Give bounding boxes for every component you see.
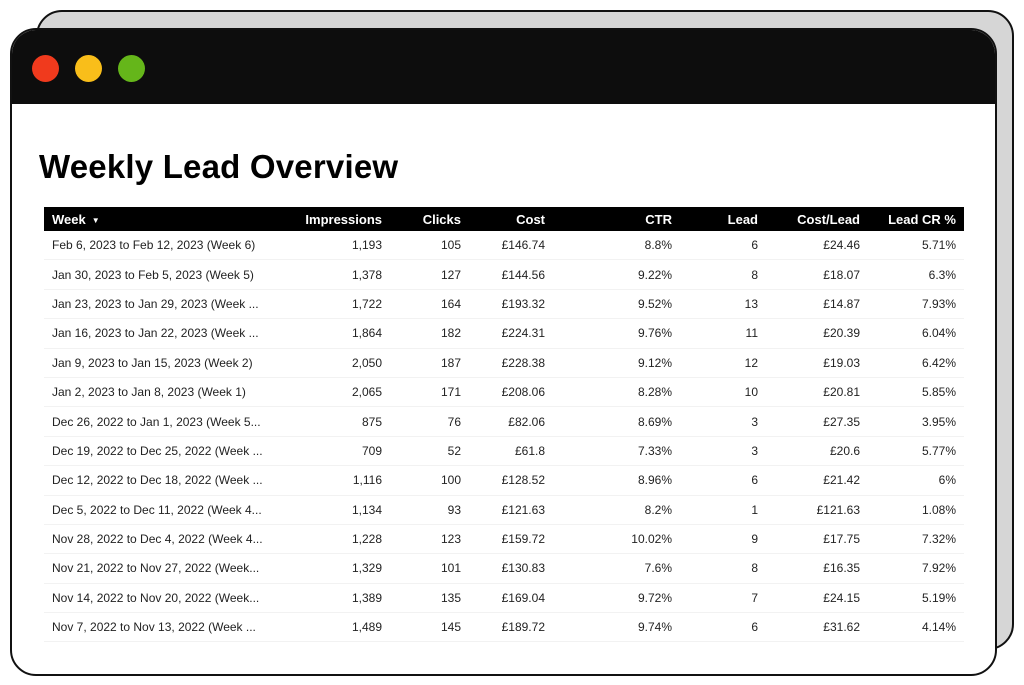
cell-impressions: 1,329 xyxy=(296,554,390,583)
column-header-cost-per-lead[interactable]: Cost/Lead xyxy=(766,207,868,231)
cell-cost: £128.52 xyxy=(469,466,553,495)
cell-cost: £159.72 xyxy=(469,524,553,553)
window-titlebar xyxy=(12,30,995,104)
cell-week: Dec 19, 2022 to Dec 25, 2022 (Week ... xyxy=(44,436,296,465)
cell-week: Feb 6, 2023 to Feb 12, 2023 (Week 6) xyxy=(44,231,296,260)
cell-cost-per-lead: £24.15 xyxy=(766,583,868,612)
table-row[interactable] xyxy=(44,466,964,495)
cell-ctr: 10.02% xyxy=(553,524,680,553)
cell-lead: 9 xyxy=(680,524,766,553)
cell-lead: 6 xyxy=(680,466,766,495)
cell-lead-cr: 6.3% xyxy=(868,260,964,289)
table-row[interactable] xyxy=(44,524,964,553)
cell-week: Nov 14, 2022 to Nov 20, 2022 (Week... xyxy=(44,583,296,612)
cell-ctr: 9.12% xyxy=(553,348,680,377)
cell-clicks: 182 xyxy=(390,319,469,348)
cell-clicks: 93 xyxy=(390,495,469,524)
cell-lead: 7 xyxy=(680,583,766,612)
column-header-clicks[interactable]: Clicks xyxy=(390,207,469,231)
table-row[interactable] xyxy=(44,348,964,377)
cell-week: Jan 30, 2023 to Feb 5, 2023 (Week 5) xyxy=(44,260,296,289)
cell-impressions: 1,389 xyxy=(296,583,390,612)
table-row[interactable] xyxy=(44,231,964,260)
cell-cost: £146.74 xyxy=(469,231,553,260)
cell-lead: 3 xyxy=(680,436,766,465)
cell-week: Nov 21, 2022 to Nov 27, 2022 (Week... xyxy=(44,554,296,583)
table-row[interactable] xyxy=(44,377,964,406)
cell-clicks: 123 xyxy=(390,524,469,553)
table-row[interactable] xyxy=(44,495,964,524)
table-row[interactable] xyxy=(44,583,964,612)
cell-impressions: 1,134 xyxy=(296,495,390,524)
cell-lead-cr: 6% xyxy=(868,466,964,495)
cell-lead-cr: 6.04% xyxy=(868,319,964,348)
cell-ctr: 9.76% xyxy=(553,319,680,348)
cell-impressions: 1,864 xyxy=(296,319,390,348)
cell-impressions: 1,193 xyxy=(296,231,390,260)
cell-lead-cr: 7.92% xyxy=(868,554,964,583)
cell-ctr: 8.8% xyxy=(553,231,680,260)
cell-cost-per-lead: £18.07 xyxy=(766,260,868,289)
column-header-week[interactable] xyxy=(44,207,296,231)
cell-clicks: 101 xyxy=(390,554,469,583)
cell-cost: £208.06 xyxy=(469,377,553,406)
cell-cost: £144.56 xyxy=(469,260,553,289)
maximize-window-button[interactable] xyxy=(118,55,145,82)
cell-clicks: 145 xyxy=(390,613,469,642)
table-row[interactable] xyxy=(44,436,964,465)
table-row[interactable] xyxy=(44,613,964,642)
cell-clicks: 100 xyxy=(390,466,469,495)
cell-lead: 8 xyxy=(680,260,766,289)
table-row[interactable] xyxy=(44,407,964,436)
cell-lead: 13 xyxy=(680,289,766,318)
cell-cost: £193.32 xyxy=(469,289,553,318)
cell-lead: 8 xyxy=(680,554,766,583)
column-header-label: Week xyxy=(52,211,86,227)
table-row[interactable] xyxy=(44,319,964,348)
table-row[interactable] xyxy=(44,289,964,318)
browser-window xyxy=(10,28,997,676)
cell-clicks: 187 xyxy=(390,348,469,377)
cell-clicks: 52 xyxy=(390,436,469,465)
cell-cost-per-lead: £19.03 xyxy=(766,348,868,377)
cell-cost-per-lead: £20.6 xyxy=(766,436,868,465)
cell-cost: £169.04 xyxy=(469,583,553,612)
cell-lead-cr: 5.77% xyxy=(868,436,964,465)
cell-impressions: 1,378 xyxy=(296,260,390,289)
cell-lead: 6 xyxy=(680,613,766,642)
cell-lead: 10 xyxy=(680,377,766,406)
cell-ctr: 8.28% xyxy=(553,377,680,406)
cell-lead-cr: 7.32% xyxy=(868,524,964,553)
cell-lead-cr: 6.42% xyxy=(868,348,964,377)
cell-cost-per-lead: £14.87 xyxy=(766,289,868,318)
table-row[interactable] xyxy=(44,554,964,583)
cell-cost: £130.83 xyxy=(469,554,553,583)
cell-lead-cr: 4.14% xyxy=(868,613,964,642)
cell-ctr: 7.6% xyxy=(553,554,680,583)
cell-cost-per-lead: £31.62 xyxy=(766,613,868,642)
close-window-button[interactable] xyxy=(32,55,59,82)
minimize-window-button[interactable] xyxy=(75,55,102,82)
cell-ctr: 8.69% xyxy=(553,407,680,436)
cell-week: Nov 28, 2022 to Dec 4, 2022 (Week 4... xyxy=(44,524,296,553)
cell-cost-per-lead: £20.39 xyxy=(766,319,868,348)
column-header-cost[interactable]: Cost xyxy=(469,207,553,231)
cell-ctr: 7.33% xyxy=(553,436,680,465)
cell-clicks: 105 xyxy=(390,231,469,260)
table-body xyxy=(44,231,964,642)
cell-lead-cr: 1.08% xyxy=(868,495,964,524)
cell-cost: £224.31 xyxy=(469,319,553,348)
cell-lead: 3 xyxy=(680,407,766,436)
cell-clicks: 76 xyxy=(390,407,469,436)
column-header-lead-cr[interactable]: Lead CR % xyxy=(868,207,964,231)
cell-lead-cr: 5.71% xyxy=(868,231,964,260)
cell-ctr: 9.22% xyxy=(553,260,680,289)
cell-lead: 1 xyxy=(680,495,766,524)
column-header-ctr[interactable]: CTR xyxy=(553,207,680,231)
cell-impressions: 2,065 xyxy=(296,377,390,406)
cell-impressions: 1,228 xyxy=(296,524,390,553)
cell-lead-cr: 5.85% xyxy=(868,377,964,406)
column-header-impressions[interactable]: Impressions xyxy=(296,207,390,231)
cell-cost: £189.72 xyxy=(469,613,553,642)
table-header-row xyxy=(44,207,964,231)
cell-impressions: 2,050 xyxy=(296,348,390,377)
cell-lead: 6 xyxy=(680,231,766,260)
page-title: Weekly Lead Overview xyxy=(39,148,399,185)
cell-cost-per-lead: £24.46 xyxy=(766,231,868,260)
cell-cost: £228.38 xyxy=(469,348,553,377)
cell-clicks: 164 xyxy=(390,289,469,318)
column-header-lead[interactable]: Lead xyxy=(680,207,766,231)
cell-week: Jan 23, 2023 to Jan 29, 2023 (Week ... xyxy=(44,289,296,318)
cell-ctr: 9.72% xyxy=(553,583,680,612)
cell-lead-cr: 3.95% xyxy=(868,407,964,436)
cell-lead: 11 xyxy=(680,319,766,348)
cell-cost: £82.06 xyxy=(469,407,553,436)
weekly-lead-table xyxy=(44,207,964,642)
cell-week: Dec 12, 2022 to Dec 18, 2022 (Week ... xyxy=(44,466,296,495)
cell-impressions: 1,116 xyxy=(296,466,390,495)
cell-lead-cr: 7.93% xyxy=(868,289,964,318)
cell-lead-cr: 5.19% xyxy=(868,583,964,612)
cell-clicks: 135 xyxy=(390,583,469,612)
cell-week: Dec 5, 2022 to Dec 11, 2022 (Week 4... xyxy=(44,495,296,524)
cell-week: Nov 7, 2022 to Nov 13, 2022 (Week ... xyxy=(44,613,296,642)
sort-descending-icon[interactable]: ▼ xyxy=(91,215,100,225)
cell-cost-per-lead: £16.35 xyxy=(766,554,868,583)
cell-week: Jan 9, 2023 to Jan 15, 2023 (Week 2) xyxy=(44,348,296,377)
cell-clicks: 171 xyxy=(390,377,469,406)
cell-cost: £61.8 xyxy=(469,436,553,465)
cell-ctr: 8.2% xyxy=(553,495,680,524)
cell-lead: 12 xyxy=(680,348,766,377)
cell-week: Jan 16, 2023 to Jan 22, 2023 (Week ... xyxy=(44,319,296,348)
cell-cost-per-lead: £121.63 xyxy=(766,495,868,524)
cell-ctr: 9.52% xyxy=(553,289,680,318)
cell-cost-per-lead: £17.75 xyxy=(766,524,868,553)
cell-impressions: 1,489 xyxy=(296,613,390,642)
cell-ctr: 9.74% xyxy=(553,613,680,642)
cell-ctr: 8.96% xyxy=(553,466,680,495)
cell-cost-per-lead: £27.35 xyxy=(766,407,868,436)
table-row[interactable] xyxy=(44,260,964,289)
cell-week: Dec 26, 2022 to Jan 1, 2023 (Week 5... xyxy=(44,407,296,436)
cell-clicks: 127 xyxy=(390,260,469,289)
cell-cost: £121.63 xyxy=(469,495,553,524)
cell-impressions: 709 xyxy=(296,436,390,465)
cell-cost-per-lead: £20.81 xyxy=(766,377,868,406)
cell-impressions: 875 xyxy=(296,407,390,436)
cell-impressions: 1,722 xyxy=(296,289,390,318)
cell-week: Jan 2, 2023 to Jan 8, 2023 (Week 1) xyxy=(44,377,296,406)
cell-cost-per-lead: £21.42 xyxy=(766,466,868,495)
